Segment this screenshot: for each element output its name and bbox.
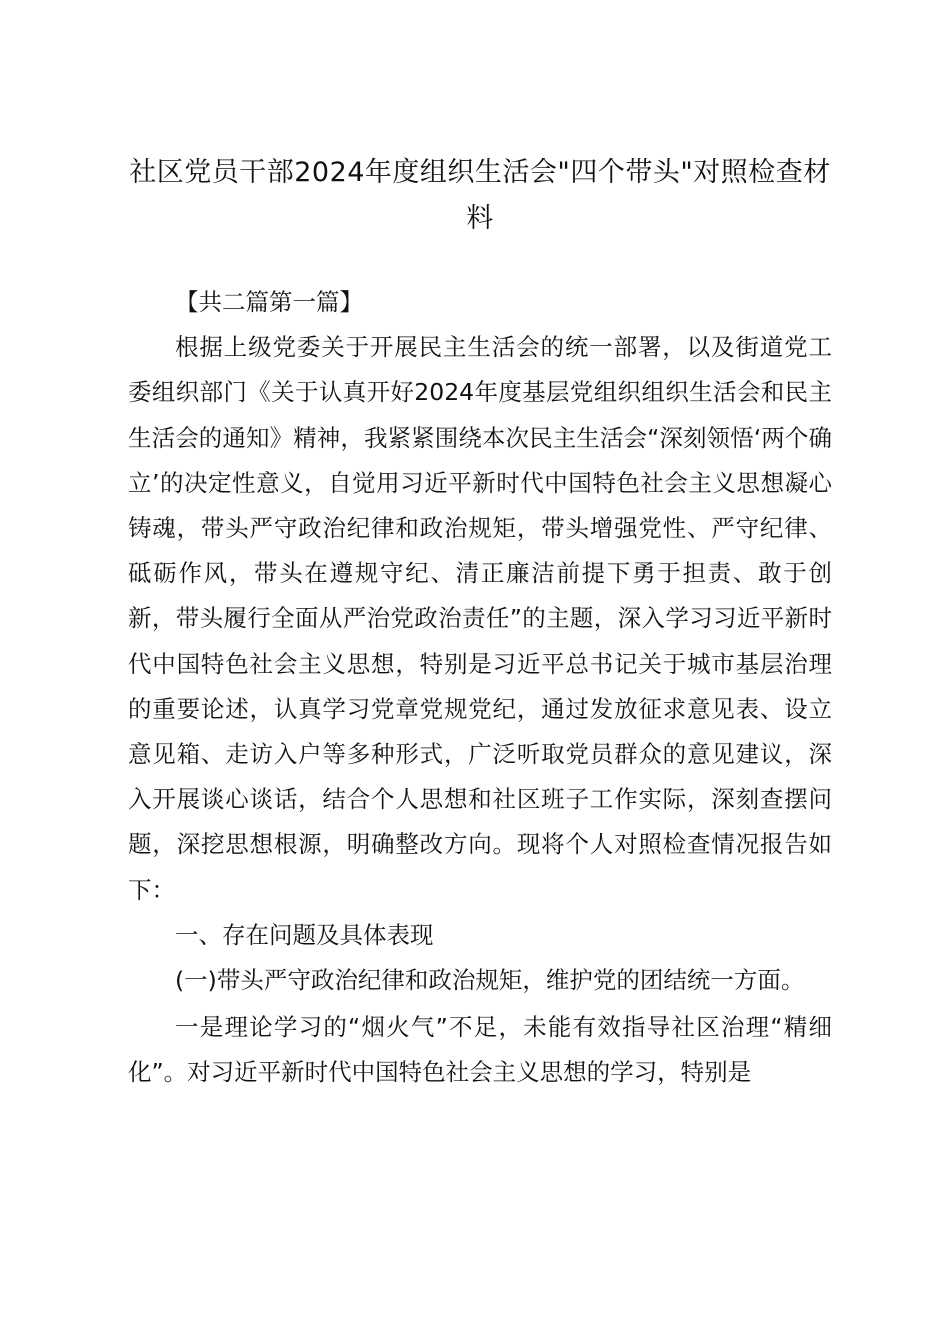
section-heading: 一、存在问题及具体表现	[175, 920, 434, 949]
point-paragraph: 一是理论学习的“烟火气”不足，未能有效指导社区治理“精细化”。对习近平新时代中国特色社会主义思想的学习，特别是	[128, 1013, 832, 1087]
subsection-heading: (一)带头严守政治纪律和政治规矩，维护党的团结统一方面。	[175, 966, 805, 995]
part-label: 【共二篇第一篇】	[175, 288, 363, 316]
intro-paragraph: 根据上级党委关于开展民主生活会的统一部署，以及街道党工委组织部门《关于认真开好2024年度基层党组织组织生活会和民主生活会的通知》精神，我紧紧围绕本次民主生活会“深刻领悟‘两个确立’的决定性意义，自觉用习近平新时代中国特色社会主义思想凝心铸魂，带头严守政治纪律和政治规矩，带头增强党性、严守纪律、砥砺作风，带头在遵规守纪、清正廉洁前提下勇于担责、敢于创新，带头履行全面从严治党政治责任”的主题，深入学习习近平新时代中国特色社会主义思想，特别是习近平总书记关于城市基层治理的重要论述，认真学习党章党规党纪，通过发放征求意见表、设立意见箱、走访入户等多种形式，广泛听取党员群众的意见建议，深入开展谈心谈话，结合个人思想和社区班子工作实际，深刻查摆问题，深挖思想根源，明确整改方向。现将个人对照检查情况报告如下：	[128, 333, 832, 904]
document-body	[128, 280, 832, 1096]
document-title: 社区党员干部2024年度组织生活会"四个带头"对照检查材料	[129, 157, 831, 234]
